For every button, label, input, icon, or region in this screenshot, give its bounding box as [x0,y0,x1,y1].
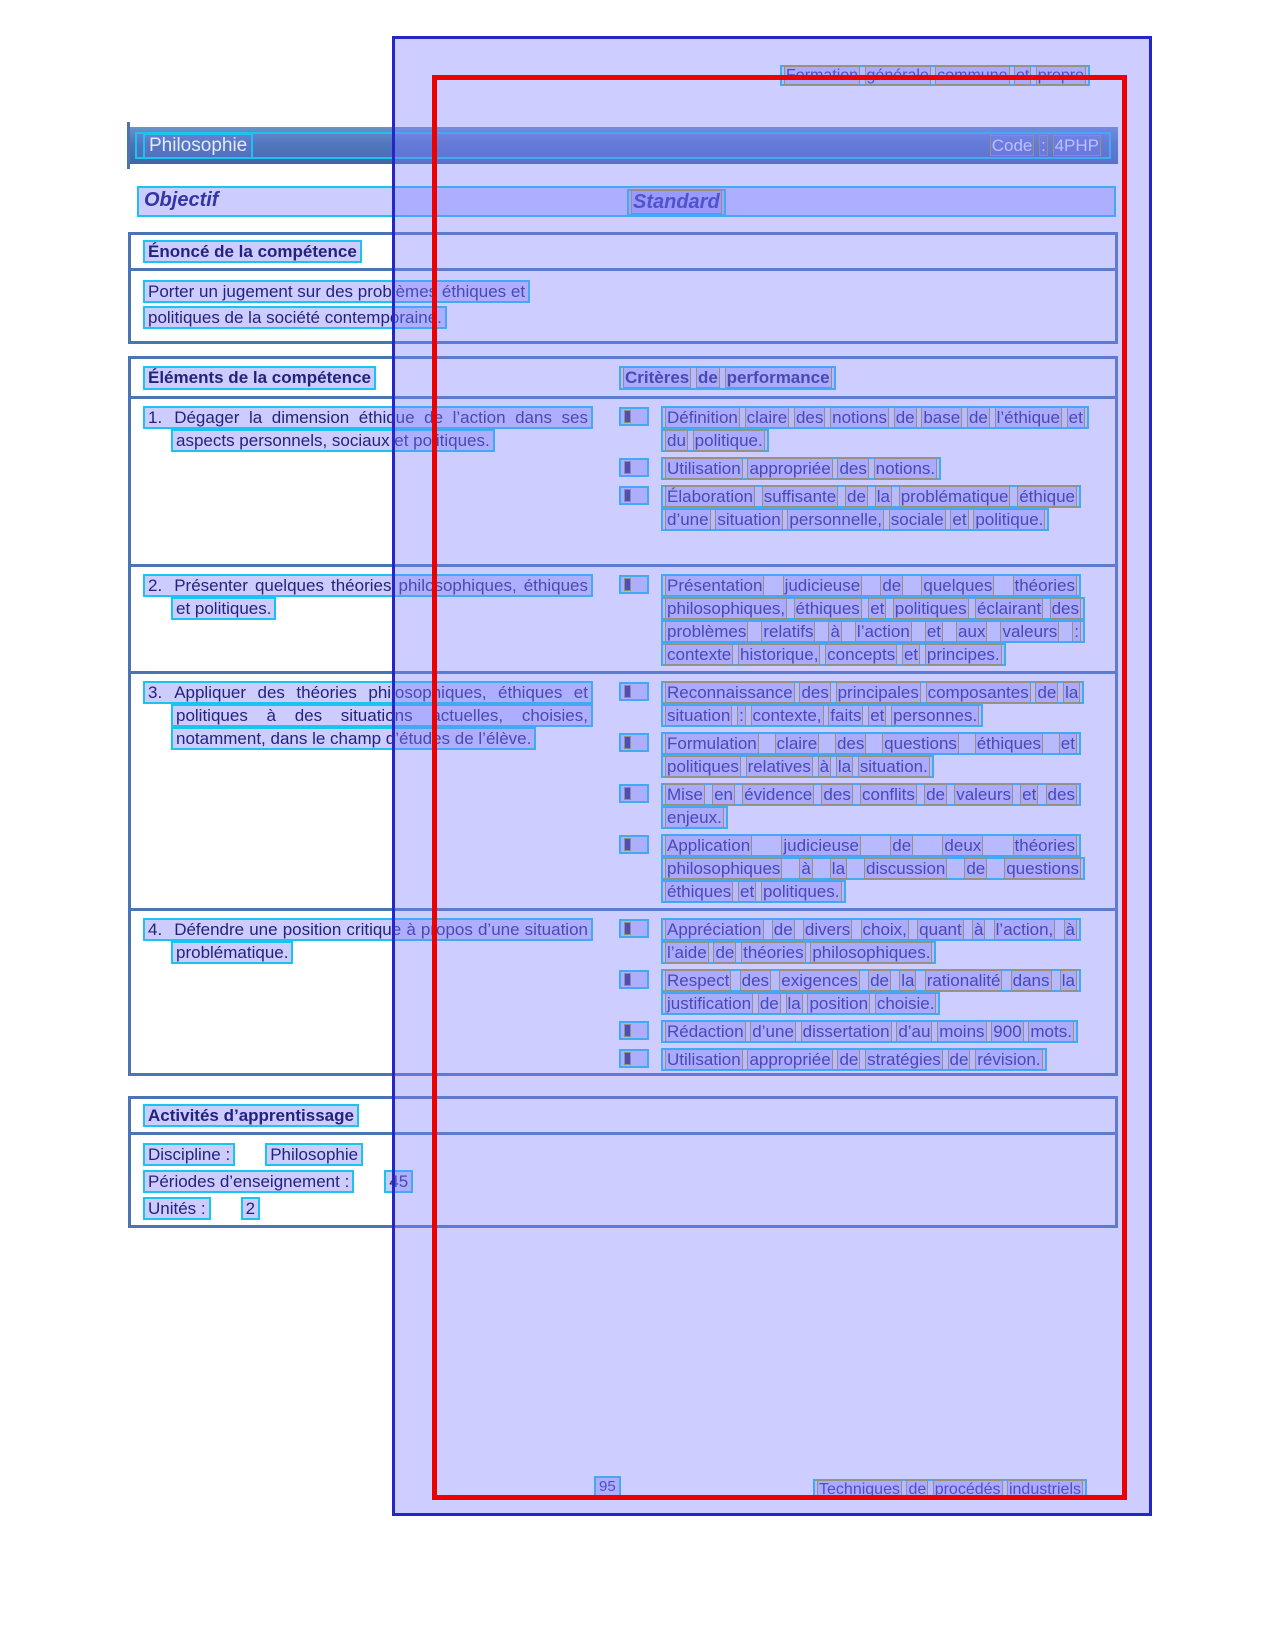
criteria-text: Reconnaissance des principales composantes de la situation : contexte, faits et personnes. [661,681,1084,727]
course-code: Code : 4PHP [991,135,1099,155]
activites-header-row [131,1099,1115,1135]
table-row [131,908,1115,1092]
enonce-body [131,271,1115,331]
bullet-icon [619,835,649,854]
bullet-icon [619,919,649,938]
bullet-icon [619,682,649,701]
table-row [131,399,1115,564]
activites-label: Périodes d’enseignement : [143,1170,354,1193]
criteria-text: Respect des exigences de la rationalité dans la justification de la position choisie. [661,969,1081,1015]
activites-table [128,1096,1118,1228]
criteria-text: Appréciation de divers choix, quant à l’action, à l’aide de théories philosophiques. [661,918,1081,964]
criteria-text: Utilisation appropriée de stratégies de révision. [661,1048,1047,1071]
course-title: Philosophie [143,133,253,159]
activites-row [143,1195,1115,1222]
criteria-item [619,1020,1085,1043]
bullet-icon [619,733,649,752]
enonce-line [143,305,1115,331]
criteria-cell [603,681,1115,908]
criteria-text: Formulation claire des questions éthiques et politiques relatives à la situation. [661,732,1081,778]
enonce-line [143,279,1115,305]
criteria-cell [603,574,1115,671]
activites-label: Discipline : [143,1143,235,1166]
title-bar-line [135,132,1111,159]
element-cell [131,681,603,908]
activites-row [143,1168,1115,1195]
running-header-text: Formation générale commune et propre [780,65,1090,86]
criteria-item [619,574,1085,666]
activites-value: 2 [241,1197,260,1220]
bullet-icon [619,407,649,426]
table-row [131,671,1115,908]
enonce-line-text: politiques de la société contemporaine. [143,306,447,329]
activites-value: 45 [384,1170,413,1193]
activites-body [131,1135,1115,1222]
criteria-item [619,783,1085,829]
bullet-icon [619,784,649,803]
objectif-standard-row [137,186,1116,217]
element-text: 3. Appliquer des théories philosophiques, éthiques et politiques à des situations actuelles, choisies, notamment, dans le champ d’études de l’élève. [143,681,593,750]
competence-header-row [131,359,1115,399]
criteria-cell [603,918,1115,1092]
standard-heading: Standard [627,189,726,216]
criteria-text: Élaboration suffisante de la problématique éthique d’une situation personnelle, sociale et politique. [661,485,1081,531]
activites-row [143,1141,1115,1168]
bullet-icon [619,575,649,594]
element-cell [131,918,603,1092]
criteria-item [619,485,1085,531]
criteria-text: Utilisation appropriée des notions. [661,457,941,480]
criteria-text: Application judicieuse de deux théories philosophiques à la discussion de questions éthiques et politiques. [661,834,1085,903]
activites-header: Activités d’apprentissage [143,1104,359,1127]
criteria-item [619,918,1085,964]
element-cell [131,406,603,564]
criteria-item [619,969,1085,1015]
bullet-icon [619,970,649,989]
criteria-item [619,457,1085,480]
page-number: 95 [594,1476,621,1497]
criteria-cell [603,406,1115,564]
enonce-header: Énoncé de la compétence [143,240,362,263]
criteria-text: Présentation judicieuse de quelques théories philosophiques, éthiques et politiques éclairant des problèmes relatifs à l’action et aux valeurs : contexte historique, concepts et principes. [661,574,1085,666]
running-header [780,67,1090,85]
enonce-table [128,232,1118,344]
footer-program-name: Techniques de procédés industriels [813,1479,1087,1500]
enonce-header-row [131,235,1115,271]
bullet-icon [619,1021,649,1040]
enonce-line-text: Porter un jugement sur des problèmes éthiques et [143,280,530,303]
element-text: 2. Présenter quelques théories philosophiques, éthiques et politiques. [143,574,593,620]
element-cell [131,574,603,671]
criteria-text: Définition claire des notions de base de l’éthique et du politique. [661,406,1089,452]
footer-text [813,1481,1087,1499]
bullet-icon [619,458,649,477]
criteria-text: Rédaction d’une dissertation d’au moins 900 mots. [661,1020,1078,1043]
criteria-item [619,1048,1085,1071]
element-text: 1. Dégager la dimension éthique de l’action dans ses aspects personnels, sociaux et politiques. [143,406,593,452]
competence-table [128,356,1118,1076]
criteria-text: Mise en évidence des conflits de valeurs et des enjeux. [661,783,1081,829]
activites-label: Unités : [143,1197,211,1220]
criteria-item [619,406,1085,452]
activites-value: Philosophie [265,1143,363,1166]
objectif-heading: Objectif [144,189,219,211]
criteria-item [619,732,1085,778]
bullet-icon [619,486,649,505]
criteria-item [619,834,1085,903]
criteres-header: Critères de performance [619,366,836,390]
bullet-icon [619,1049,649,1068]
element-text: 4. Défendre une position critique à propos d’une situation problématique. [143,918,593,964]
table-row [131,564,1115,671]
elements-header: Éléments de la compétence [143,366,376,390]
criteria-item [619,681,1085,727]
title-bar [128,127,1118,164]
